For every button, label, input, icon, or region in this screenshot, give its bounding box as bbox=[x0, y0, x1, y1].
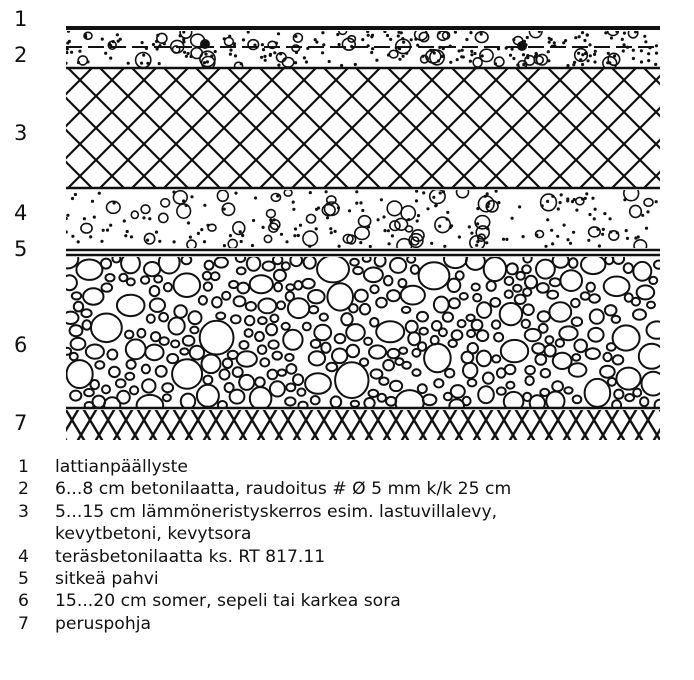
layer-number-1: 1 bbox=[14, 7, 28, 31]
legend-number: 7 bbox=[18, 613, 29, 634]
legend-text: 6...8 cm betonilaatta, raudoitus # Ø 5 mm k/k 25 cm bbox=[55, 479, 512, 500]
legend-item-4 bbox=[18, 546, 688, 568]
rebar-dot bbox=[200, 39, 210, 49]
legend-text: teräsbetonilaatta ks. RT 817.11 bbox=[55, 546, 326, 567]
legend-text: 5...15 cm lämmöneristyskerros esim. lastuvillalevy, bbox=[55, 501, 498, 522]
legend-text: sitkeä pahvi bbox=[55, 569, 159, 590]
legend-number: 6 bbox=[18, 591, 29, 612]
legend-text: kevytbetoni, kevytsora bbox=[55, 524, 252, 545]
legend-item-5 bbox=[18, 568, 688, 590]
layer-6-gravel bbox=[57, 249, 667, 416]
layer-number-2: 2 bbox=[14, 43, 28, 67]
legend-item-6 bbox=[18, 590, 688, 612]
legend-item-7 bbox=[18, 613, 688, 635]
layer-number-4: 4 bbox=[14, 201, 28, 225]
layer-1-floor-covering bbox=[66, 26, 660, 30]
legend-item-3-line-2 bbox=[18, 523, 688, 545]
layer-2-concrete-slab bbox=[65, 25, 660, 70]
legend-text: peruspohja bbox=[55, 613, 152, 634]
rebar-dot bbox=[517, 41, 527, 51]
legend-item-1 bbox=[18, 456, 688, 478]
layer-number-3: 3 bbox=[14, 121, 28, 145]
legend-text: 15...20 cm somer, sepeli tai karkea sora bbox=[55, 591, 401, 612]
legend-number: 1 bbox=[18, 457, 29, 477]
legend-number bbox=[18, 523, 55, 545]
legend-item-2 bbox=[18, 478, 688, 500]
legend-text: lattianpäällyste bbox=[55, 457, 188, 477]
legend-item-3 bbox=[18, 501, 688, 523]
layer-number-6: 6 bbox=[14, 333, 28, 357]
layer-number-5: 5 bbox=[14, 237, 28, 261]
legend-number: 2 bbox=[18, 479, 29, 500]
layer-7-foundation bbox=[66, 410, 660, 440]
layer-4-reinforced-slab bbox=[65, 186, 657, 253]
legend-number: 3 bbox=[18, 501, 29, 522]
layer-number-7: 7 bbox=[14, 411, 28, 435]
legend-number: 5 bbox=[18, 569, 29, 590]
legend-number: 4 bbox=[18, 546, 29, 567]
layer-5-tough-paper bbox=[66, 250, 660, 255]
layer-3-insulation bbox=[66, 69, 660, 187]
legend bbox=[18, 456, 688, 635]
